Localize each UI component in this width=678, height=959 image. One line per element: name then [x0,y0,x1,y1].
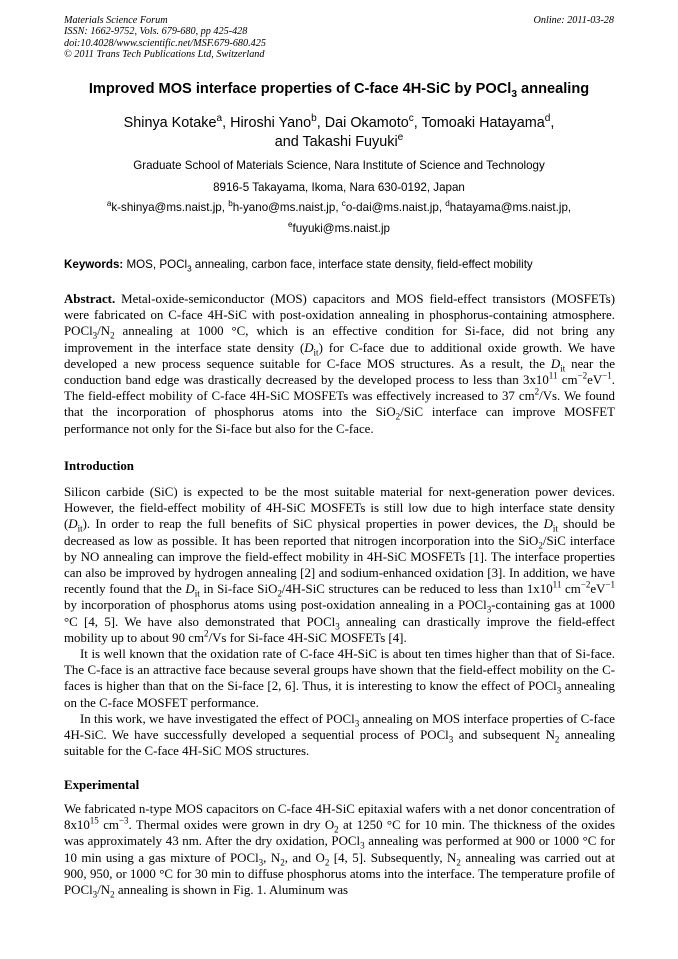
paragraph: It is well known that the oxidation rate of C-face 4H-SiC is about ten times higher than that of Si-face. The C-face is an attractive face because several groups have shown that the field-effect mobility on the C-faces is higher than that on the Si-face [2, 6]. Thus, it is interesting to know the effect of POCl$_3$ annealing on the C-face MOSFET performance. [64,647,615,710]
email-link[interactable]: h-yano@ms.naist.jp [232,201,336,214]
journal-name: Materials Science Forum [64,15,168,26]
introduction-body [64,484,615,759]
abstract: Abstract. Metal-oxide-semiconductor (MOS) capacitors and MOS field-effect transistors (MOSFETs) were fabricated on C-face 4H-SiC with post-oxidation annealing in phosphorus-containing atmosphere. $POCl_3/N_2$ annealing at 1000 °C, which is an effective condition for Si-face, did not bring any improvement in the interface state density $(D_{it})$ for C-face due to additional oxide growth. We have developed a new process sequence suitable for C-face MOS structures. As a result, the $D_{it}$ near the conduction band edge was drastically decreased by the developed process to less than $3x10^{11}$ $cm^{-2}eV^{-1}$. The field-effect mobility of C-face 4H-SiC MOSFETs was effectively increased to 37 $cm^2/Vs$. We found that the incorporation of phosphorus atoms into the SiO$_2$/SiC interface can improve MOSFET performance not only for the Si-face but also for the C-face. [64,292,616,436]
author-name: Dai Okamoto [324,115,409,131]
email-link[interactable]: o-dai@ms.naist.jp [345,201,439,214]
journal-header [64,15,266,61]
affiliation-address: 8916-5 Takayama, Ikoma, Nara 630-0192, Japan [213,181,465,194]
experimental-heading: Experimental [64,778,140,792]
paper-title: Improved MOS interface properties of C-face 4H-SiC by POCl$_3$ annealing [88,81,590,100]
author-name: and Takashi Fuyuki [274,134,398,150]
email-link[interactable]: fuyuki@ms.naist.jp [292,222,390,235]
copyright-line: © 2011 Trans Tech Publications Ltd, Switzerland [64,49,265,61]
paragraph: We fabricated n-type MOS capacitors on C-face 4H-SiC epitaxial wafers with a net donor concentration of $8x10^{15}$ $cm^{-3}$. Thermal oxides were grown in dry $O_2$ at 1250 °C for 10 min. The thickness of the oxides was approximately 43 nm. After the dry oxidation, POCl$_3$ annealing was performed at 900 or 1000 °C for 10 min using a gas mixture of POCl$_3$, $N_2$, and $O_2$ [4, 5]. Subsequently, $N_2$ annealing was carried out at 900, 950, or 1000 °C for 30 min to diffuse phosphorus atoms into the interface. The temperature profile of $POCl_3/N_2$ annealing is shown in Fig. 1. Aluminum was [64,802,615,900]
experimental-body [64,801,615,898]
email-link[interactable]: hatayama@ms.naist.jp [449,201,568,214]
introduction-heading: Introduction [64,459,134,473]
email-list: $^a$k-shinya@ms.naist.jp, $^b$h-yano@ms.naist.jp, $^c$o-dai@ms.naist.jp, $^d$hatayama@ms.naist.jp, [106,199,572,214]
doi-line[interactable]: doi:10.4028/www.scientific.net/MSF.679-680.425 [64,37,266,49]
author-name: Hiroshi Yano [230,115,312,131]
paragraph: In this work, we have investigated the effect of POCl$_3$ annealing on MOS interface properties of C-face 4H-SiC. We have successfully developed a sequential process of POCl$_3$ and subsequent $N_2$ annealing suitable for the C-face 4H-SiC MOS structures. [64,711,615,759]
issn-line: ISSN: 1662-9752, Vols. 679-680, pp 425-428 [64,26,248,38]
paragraph: Silicon carbide (SiC) is expected to be the most suitable material for next-generation power devices. However, the field-effect mobility of 4H-SiC MOSFETs is still low due to high interface state density $(D_{it})$. In order to reap the full benefits of SiC physical properties in power devices, the $D_{it}$ should be decreased as low as possible. It has been reported that nitrogen incorporation into the SiO$_2$/SiC interface by NO annealing can improve the field-effect mobility in 4H-SiC MOSFETs [1]. The interface properties can also be improved by hydrogen annealing [2] and sodium-enhanced oxidation [3]. In addition, we have recently found that the $D_{it}$ in Si-face SiO$_2$/4H-SiC structures can be reduced to less than $1x10^{11}$ $cm^{-2}eV^{-1}$ by incorporation of phosphorus atoms using post-oxidation annealing in a POCl$_3$-containing gas at 1000 °C [4, 5]. We have also demonstrated that POCl$_3$ annealing can drastically improve the field-effect mobility up to about 90 $cm^2/Vs$ for Si-face 4H-SiC MOSFETs [4]. [64,485,616,645]
abstract-label: Abstract. [64,292,116,306]
email-link[interactable]: k-shinya@ms.naist.jp [111,201,222,214]
author-list: Shinya Kotake$^a$, Hiroshi Yano$^b$, Dai Okamoto$^c$, Tomoaki Hatayama$^d$, and Takashi Fuyuki$^e$ [123,113,555,150]
author-name: Tomoaki Hatayama [421,115,545,131]
affiliation-school: Graduate School of Materials Science, Nara Institute of Science and Technology [133,159,545,172]
email-list-2: $^e$fuyuki@ms.naist.jp [288,220,390,235]
author-name: Shinya Kotake [123,115,217,131]
keywords-label: Keywords: [64,258,124,271]
online-date: Online: 2011-03-28 [533,15,614,26]
keywords: Keywords: MOS, POCl$_3$ annealing, carbon face, interface state density, field-effect mobility [64,258,533,274]
